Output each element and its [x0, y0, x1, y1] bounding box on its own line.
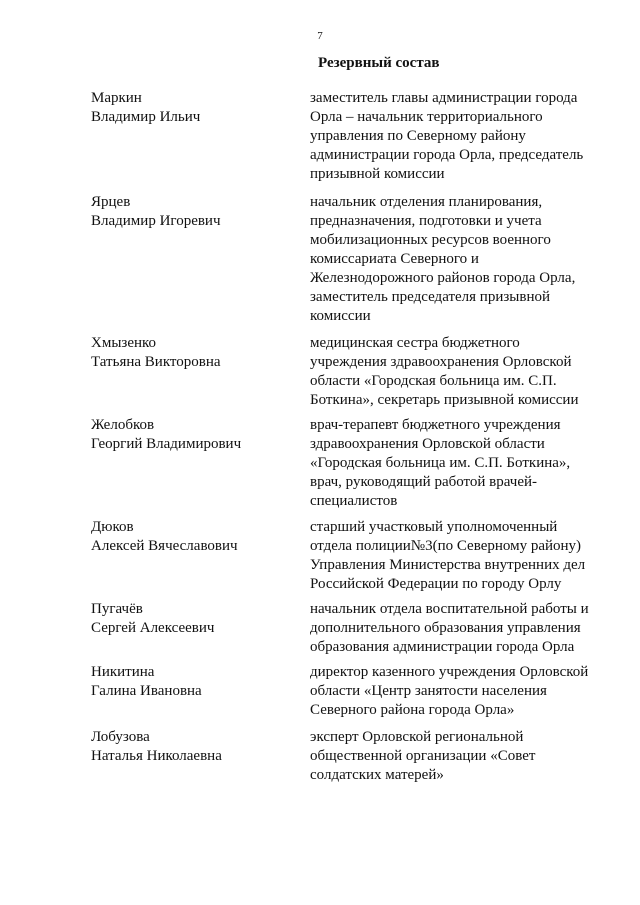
- member-role: начальник отдела воспитательной работы и дополнительного образования управления образования администрации города Орла: [310, 601, 589, 655]
- page-number: 7: [317, 30, 323, 42]
- member-surname: Дюков: [91, 519, 134, 535]
- member-role: медицинская сестра бюджетного учреждения здравоохранения Орловской области «Городская больница им. С.П. Боткина», секретарь призывной комиссии: [310, 335, 579, 408]
- member-name: [91, 600, 301, 638]
- member-given-names: Галина Ивановна: [91, 683, 202, 699]
- member-given-names: Алексей Вячеславович: [91, 538, 238, 554]
- member-given-names: Татьяна Викторовна: [91, 354, 221, 370]
- member-given-names: Наталья Николаевна: [91, 748, 222, 764]
- member-role: директор казенного учреждения Орловской области «Центр занятости населения Северного района города Орла»: [310, 664, 589, 718]
- member-name: [91, 663, 301, 701]
- member-given-names: Владимир Ильич: [91, 109, 201, 125]
- member-surname: Маркин: [91, 90, 142, 106]
- member-given-names: Георгий Владимирович: [91, 436, 242, 452]
- member-surname: Ярцев: [91, 194, 131, 210]
- member-name: [91, 416, 301, 454]
- member-surname: Хмызенко: [91, 335, 157, 351]
- member-role: заместитель главы администрации города Орла – начальник территориального управления по Северному району администрации города Орла, председатель призывной комиссии: [310, 90, 584, 182]
- member-role: эксперт Орловской региональной общественной организации «Совет солдатских матерей»: [310, 729, 536, 783]
- member-name: [91, 728, 301, 766]
- member-name: [91, 518, 301, 556]
- member-role: старший участковый уполномоченный отдела полиции№3(по Северному району) Управления Министерства внутренних дел Российской Федерации по городу Орлу: [310, 519, 586, 592]
- member-surname: Никитина: [91, 664, 155, 680]
- member-name: [91, 89, 301, 127]
- member-name: [91, 193, 301, 231]
- member-surname: Пугачёв: [91, 601, 143, 617]
- member-name: [91, 334, 301, 372]
- section-title: Резервный состав: [318, 55, 440, 71]
- member-role: врач-терапевт бюджетного учреждения здравоохранения Орловской области «Городская больница им. С.П. Боткина», врач, руководящий работой врачей- специалистов: [310, 417, 571, 509]
- member-given-names: Владимир Игоревич: [91, 213, 221, 229]
- member-role: начальник отделения планирования, предназначения, подготовки и учета мобилизационных ресурсов военного комиссариата Северного и Железнодорожного районов города Орла, заместитель председателя призывной комиссии: [310, 194, 576, 324]
- member-given-names: Сергей Алексеевич: [91, 620, 215, 636]
- member-surname: Желобков: [91, 417, 155, 433]
- member-surname: Лобузова: [91, 729, 150, 745]
